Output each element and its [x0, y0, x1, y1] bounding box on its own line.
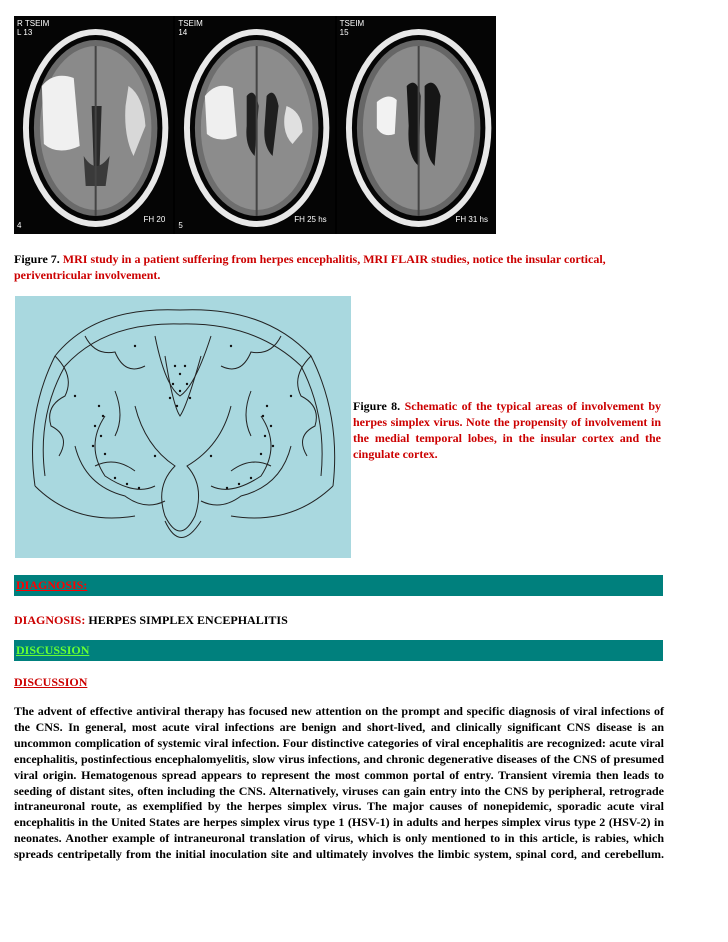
- diagnosis-label: DIAGNOSIS:: [14, 613, 86, 627]
- diagnosis-value: HERPES SIMPLEX ENCEPHALITIS: [88, 613, 288, 627]
- mri-slice-1: [14, 16, 173, 234]
- figure-8-text: Schematic of the typical areas of involvement by herpes simplex virus. Note the propensity of involvement in the medial temporal lobes, in the insular cortex and the cingulate cortex.: [353, 399, 662, 461]
- mri-slice-2-scale: FH 25 hs: [294, 215, 327, 224]
- mri-slice-2-label: TSEIM 14: [178, 19, 203, 37]
- mri-figure: [14, 16, 496, 234]
- figure-7-text: MRI study in a patient suffering from herpes encephalitis, MRI FLAIR studies, notice the insular cortical, periventricular involvement.: [14, 252, 606, 282]
- mri-slice-3: [337, 16, 496, 234]
- discussion-body: The advent of effective antiviral therapy has focused new attention on the prompt and specific diagnosis of viral infections of the CNS. In general, most acute viral infections are benign and short-lived, and clinically significant CNS disease is an uncommon complication of systemic viral infection. Four distinctive categories of viral encephalitis are recognized: acute viral encephalitis, postinfectious encephalomyelitis, slow virus infections, and chronic degenerative diseases of the CNS of presumed viral origin. Hematogenous spread appears to represent the most common portal of entry. Transient viremia then leads to seeding of distant sites, often including the CNS. Alternatively, viruses can gain entry into the CNS by peripheral, retrograde intraneuronal route, as exemplified by the herpes simplex virus. The major causes of nonepidemic, sporadic acute viral encephalitis in the United States are herpes simplex virus type 1 (HSV-1) in adults and herpes simplex virus type 2 (HSV-2) in neonates. Another example of intraneuronal translation of virus, which is only mentioned to in this article, is rabies, which spreads centripetally from the initial inoculation site and ultimately involves the limbic system, spinal cord, and cerebellum.: [14, 704, 664, 862]
- mri-slice-1-scale: FH 20: [143, 215, 166, 224]
- mri-slice-3-scale: FH 31 hs: [455, 215, 488, 224]
- discussion-bar-link[interactable]: DISCUSSION: [16, 643, 90, 657]
- diagnosis-section-bar: [14, 575, 663, 596]
- figure-8-number: Figure 8.: [353, 399, 401, 413]
- mri-slice-2: [175, 16, 334, 234]
- diagnosis-line: [14, 612, 288, 628]
- mri-slice-2-image: [175, 16, 334, 234]
- mri-slice-3-label: TSEIM 15: [339, 19, 365, 37]
- mri-slice-1-label: R TSEIM L 13: [17, 19, 50, 37]
- mri-slice-1-corner: 4: [17, 221, 22, 230]
- mri-slice-2-corner: 5: [178, 221, 183, 230]
- discussion-heading[interactable]: DISCUSSION: [14, 675, 88, 689]
- mri-slice-1-image: [14, 16, 173, 234]
- figure-8-caption: [353, 398, 661, 462]
- diagnosis-bar-link[interactable]: DIAGNOSIS:: [16, 578, 88, 592]
- brain-schematic-drawing: [15, 296, 351, 558]
- figure-7-caption: [14, 251, 666, 283]
- brain-schematic: [15, 296, 351, 558]
- mri-slice-3-image: [337, 16, 496, 234]
- discussion-section-bar: [14, 640, 663, 661]
- figure-7-number: Figure 7.: [14, 252, 60, 266]
